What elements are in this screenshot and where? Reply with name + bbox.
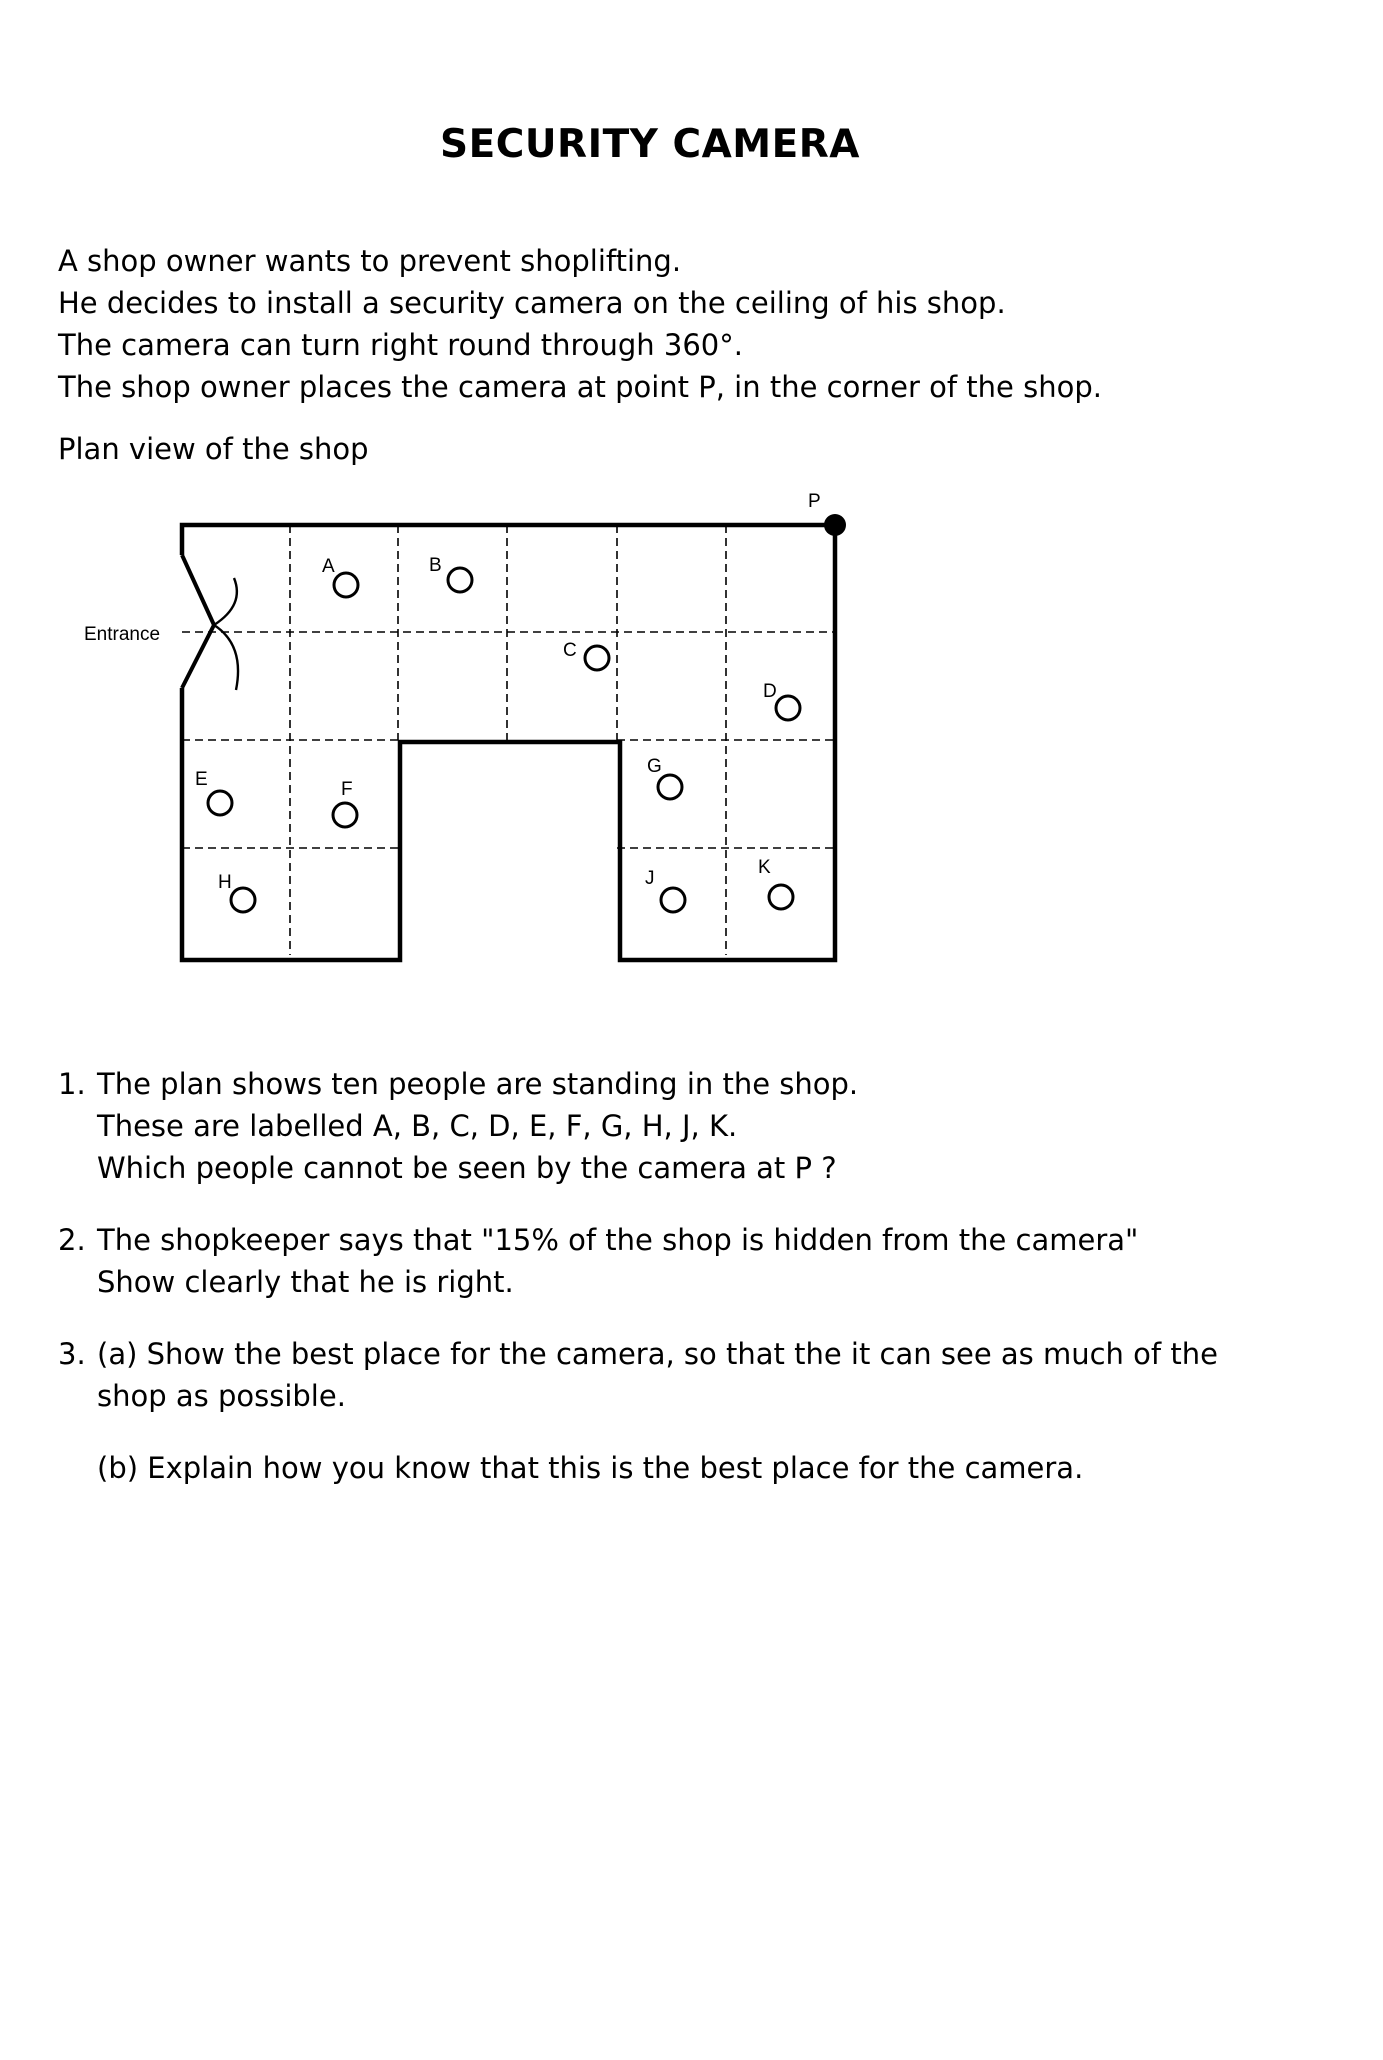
question-line: shop as possible. <box>97 1379 346 1413</box>
camera-label: P <box>808 491 821 512</box>
person-label: G <box>647 756 662 777</box>
person-marker-icon <box>231 888 255 912</box>
person-marker-icon <box>769 885 793 909</box>
plan-label: Plan view of the shop <box>58 432 369 466</box>
question-3 <box>58 1333 1218 1417</box>
person-marker-icon <box>661 888 685 912</box>
door-zigzag <box>182 555 214 688</box>
person-label: D <box>763 681 777 702</box>
person-label: A <box>322 556 335 577</box>
question-3b: (b) Explain how you know that this is the best place for the camera. <box>97 1451 1084 1485</box>
camera-point-icon <box>824 514 846 536</box>
question-line: These are labelled A, B, C, D, E, F, G, H, J, K. <box>97 1109 738 1143</box>
intro-line: A shop owner wants to prevent shoplifting. <box>58 244 682 278</box>
person-label: E <box>195 769 208 790</box>
question-2 <box>58 1219 1138 1303</box>
question-line: (a) Show the best place for the camera, so that the it can see as much of the <box>97 1337 1218 1371</box>
person-marker-icon <box>334 573 358 597</box>
person-label: B <box>429 555 442 576</box>
person-marker-icon <box>448 568 472 592</box>
entrance-doors <box>182 555 238 690</box>
person-label: F <box>341 779 353 800</box>
person-label: J <box>645 868 655 889</box>
question-line: The shopkeeper says that "15% of the shop is hidden from the camera" <box>97 1223 1139 1257</box>
question-number: 3. <box>58 1337 86 1371</box>
person-marker-icon <box>333 803 357 827</box>
person-marker-icon <box>208 791 232 815</box>
question-number: 2. <box>58 1223 86 1257</box>
person-marker-icon <box>776 696 800 720</box>
door-swing-arc <box>214 578 237 625</box>
person-label: C <box>563 640 577 661</box>
intro-line: The camera can turn right round through 360°. <box>58 328 743 362</box>
person-marker-icon <box>585 646 609 670</box>
question-line: The plan shows ten people are standing in the shop. <box>97 1067 859 1101</box>
person-marker-icon <box>658 775 682 799</box>
door-swing-arc <box>214 625 238 690</box>
intro-line: He decides to install a security camera on the ceiling of his shop. <box>58 286 1006 320</box>
entrance-label: Entrance <box>84 624 161 645</box>
shop-plan-diagram <box>0 0 1383 1000</box>
shop-outline <box>182 525 835 960</box>
question-line: Which people cannot be seen by the camera at P ? <box>97 1151 837 1185</box>
people-labels <box>195 555 777 893</box>
person-label: H <box>218 872 232 893</box>
intro-line: The shop owner places the camera at point P, in the corner of the shop. <box>58 370 1102 404</box>
question-number: 1. <box>58 1067 86 1101</box>
page-title: SECURITY CAMERA <box>440 122 860 167</box>
question-line: Show clearly that he is right. <box>97 1265 514 1299</box>
person-label: K <box>758 857 771 878</box>
question-1 <box>58 1063 858 1189</box>
